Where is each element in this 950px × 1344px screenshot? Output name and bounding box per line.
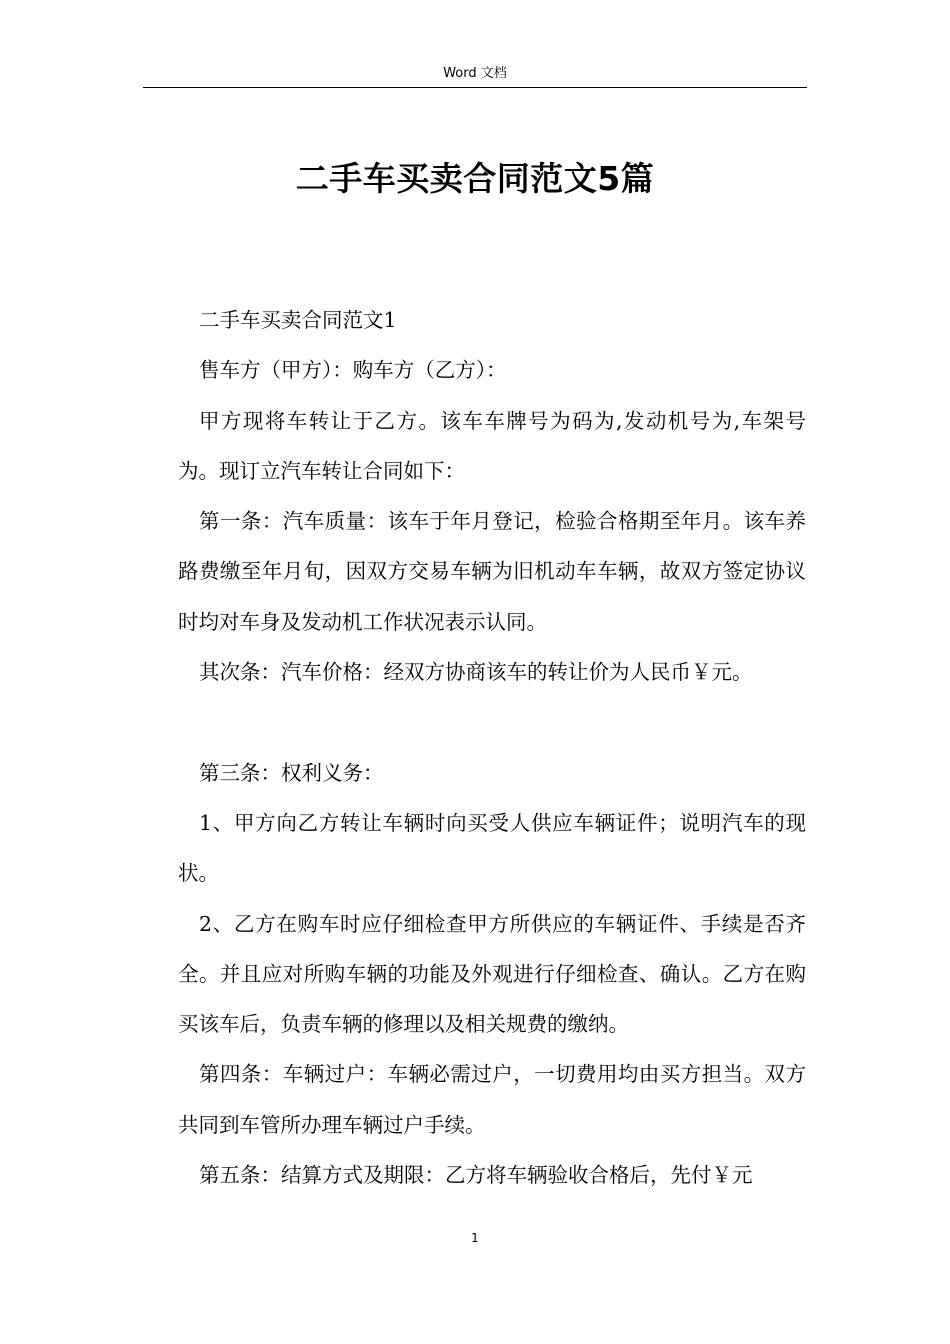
paragraph-parties: 售车方（甲方）：购车方（乙方）： bbox=[199, 358, 507, 383]
paragraph-intro: 甲方现将车转让于乙方。该车车牌号为码为,发动机号为,车架号为。现订立汽车转让合同如下： bbox=[178, 408, 806, 483]
paragraph-article-3: 第三条：权利义务： bbox=[199, 760, 384, 785]
paragraph-article-1: 第一条：汽车质量：该车于年月登记，检验合格期至年月。该车养路费缴至年月旬，因双方交易车辆为旧机动车车辆，故双方签定协议时均对车身及发动机工作状况表示认同。 bbox=[178, 509, 806, 634]
paragraph-section-heading: 二手车买卖合同范文1 bbox=[199, 308, 397, 332]
document-title: 二手车买卖合同范文5篇 bbox=[295, 159, 655, 198]
page-header: Word 文档 bbox=[443, 66, 507, 81]
paragraph-blank bbox=[178, 697, 806, 747]
header-divider bbox=[143, 87, 807, 88]
paragraph-article-5: 第五条：结算方式及期限：乙方将车辆验收合格后，先付￥元 bbox=[199, 1163, 753, 1188]
paragraph-item-2: 2、乙方在购车时应仔细检查甲方所供应的车辆证件、手续是否齐全。并且应对所购车辆的功能及外观进行仔细检查、确认。乙方在购买该车后，负责车辆的修理以及相关规费的缴纳。 bbox=[178, 911, 806, 1037]
document-body bbox=[178, 295, 806, 1200]
paragraph-article-2: 其次条：汽车价格：经双方协商该车的转让价为人民币￥元。 bbox=[199, 660, 753, 685]
paragraph-article-4: 第四条：车辆过户：车辆必需过户，一切费用均由买方担当。双方共同到车管所办理车辆过户手续。 bbox=[178, 1062, 806, 1137]
page-number: 1 bbox=[471, 1231, 479, 1245]
paragraph-item-1: 1、甲方向乙方转让车辆时向买受人供应车辆证件；说明汽车的现状。 bbox=[178, 810, 806, 886]
